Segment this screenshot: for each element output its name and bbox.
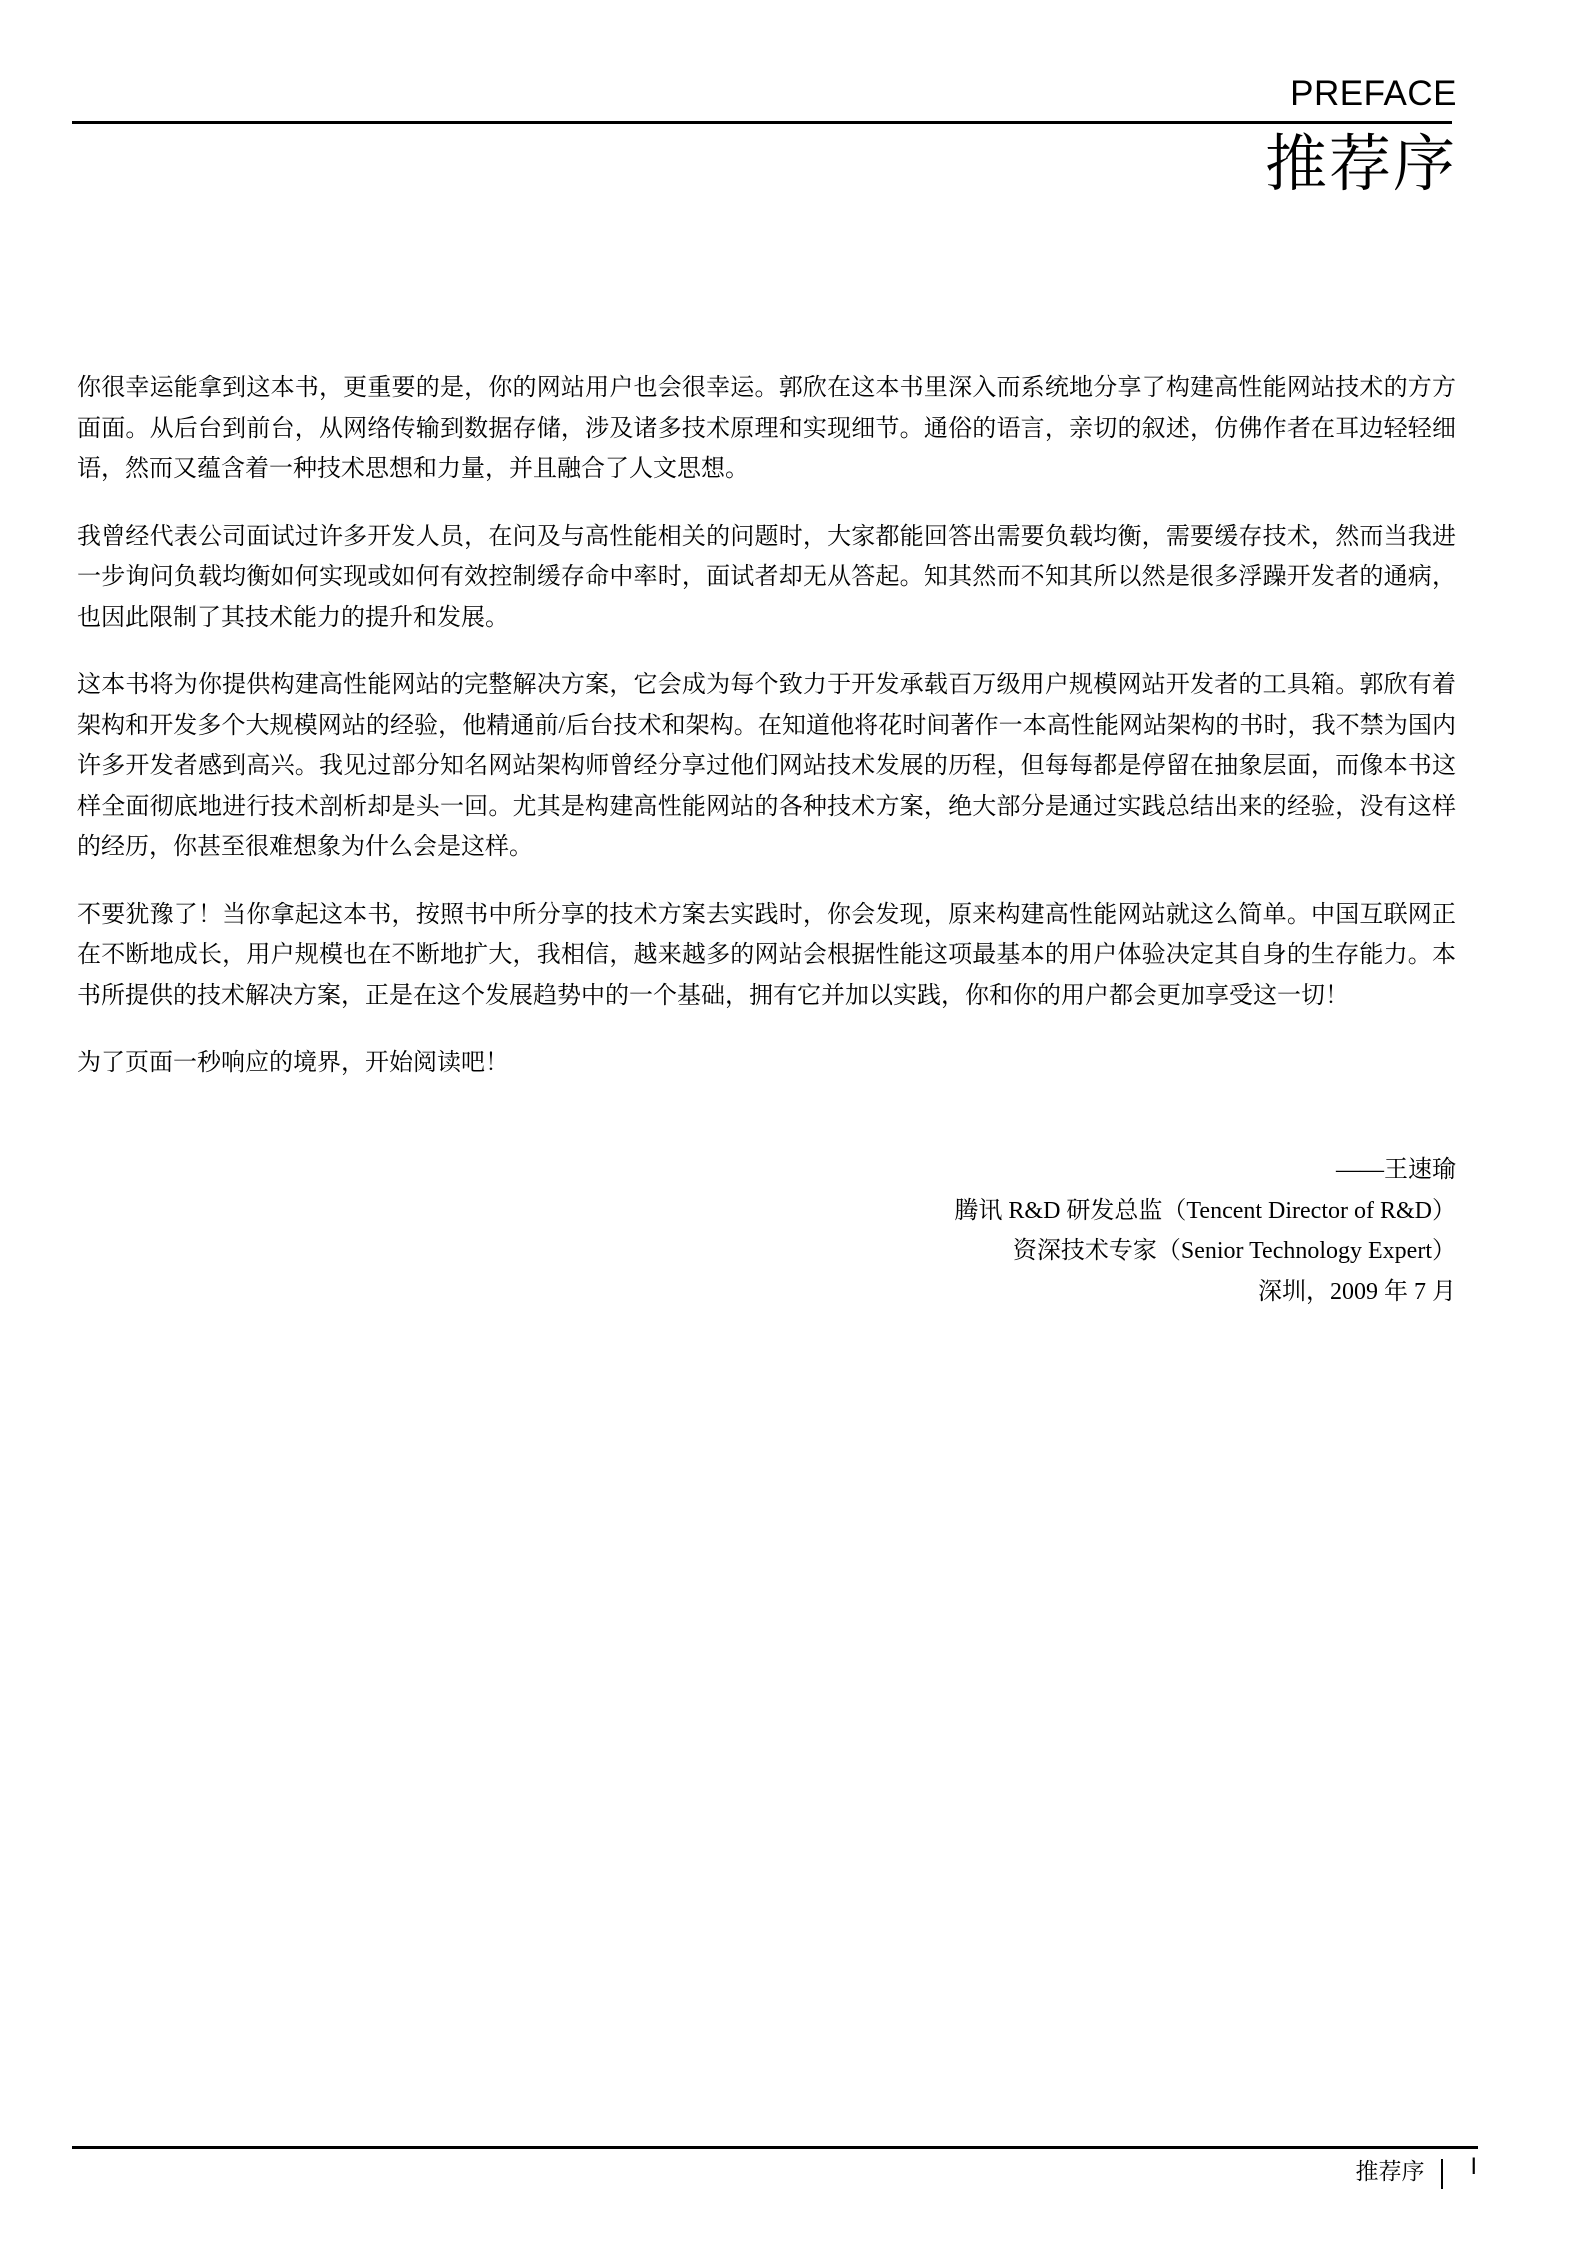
signature-title: 腾讯 R&D 研发总监（Tencent Director of R&D） (954, 1197, 1456, 1224)
signature-author: ——王速瑜 (1336, 1157, 1456, 1183)
paragraph: 我曾经代表公司面试过许多开发人员，在问及与高性能相关的问题时，大家都能回答出需要负载均衡，需要缓存技术，然而当我进一步询问负载均衡如何实现或如何有效控制缓存命中率时，面试者却无从答起。知其然而不知其所以然是很多浮躁开发者的通病，也因此限制了其技术能力的提升和发展。 (77, 523, 1456, 631)
paragraph: 你很幸运能拿到这本书，更重要的是，你的网站用户也会很幸运。郭欣在这本书里深入而系统地分享了构建高性能网站技术的方方面面。从后台到前台，从网络传输到数据存储，涉及诸多技术原理和实现细节。通俗的语言，亲切的叙述，仿佛作者在耳边轻轻细语，然而又蕴含着一种技术思想和力量，并且融合了人文思想。 (77, 375, 1456, 482)
footer-separator (1441, 2159, 1443, 2189)
page-footer (1356, 2157, 1478, 2189)
top-divider (72, 121, 1452, 124)
header-label-preface: PREFACE (1290, 74, 1457, 113)
footer-section-label: 推荐序 (1355, 2159, 1425, 2185)
page-number: I (1470, 2155, 1477, 2180)
signature-title: 资深技术专家（Senior Technology Expert） (1012, 1238, 1456, 1264)
signature-block (954, 1150, 1456, 1312)
signature-place-date: 深圳，2009 年 7 月 (1258, 1278, 1456, 1305)
paragraph: 为了页面一秒响应的境界，开始阅读吧！ (77, 1050, 509, 1076)
page-title: 推荐序 (1264, 127, 1457, 200)
preface-body (77, 368, 1456, 1111)
paragraph: 这本书将为你提供构建高性能网站的完整解决方案，它会成为每个致力于开发承载百万级用户规模网站开发者的工具箱。郭欣有着架构和开发多个大规模网站的经验，他精通前/后台技术和架构。在知道他将花时间著作一本高性能网站架构的书时，我不禁为国内许多开发者感到高兴。我见过部分知名网站架构师曾经分享过他们网站技术发展的历程，但每每都是停留在抽象层面，而像本书这样全面彻底地进行技术剖析却是头一回。尤其是构建高性能网站的各种技术方案，绝大部分是通过实践总结出来的经验，没有这样的经历，你甚至很难想象为什么会是这样。 (77, 672, 1456, 860)
paragraph: 不要犹豫了！当你拿起这本书，按照书中所分享的技术方案去实践时，你会发现，原来构建高性能网站就这么简单。中国互联网正在不断地成长，用户规模也在不断地扩大，我相信，越来越多的网站会根据性能这项最基本的用户体验决定其自身的生存能力。本书所提供的技术解决方案，正是在这个发展趋势中的一个基础，拥有它并加以实践，你和你的用户都会更加享受这一切！ (77, 901, 1456, 1009)
bottom-divider (72, 2146, 1478, 2149)
